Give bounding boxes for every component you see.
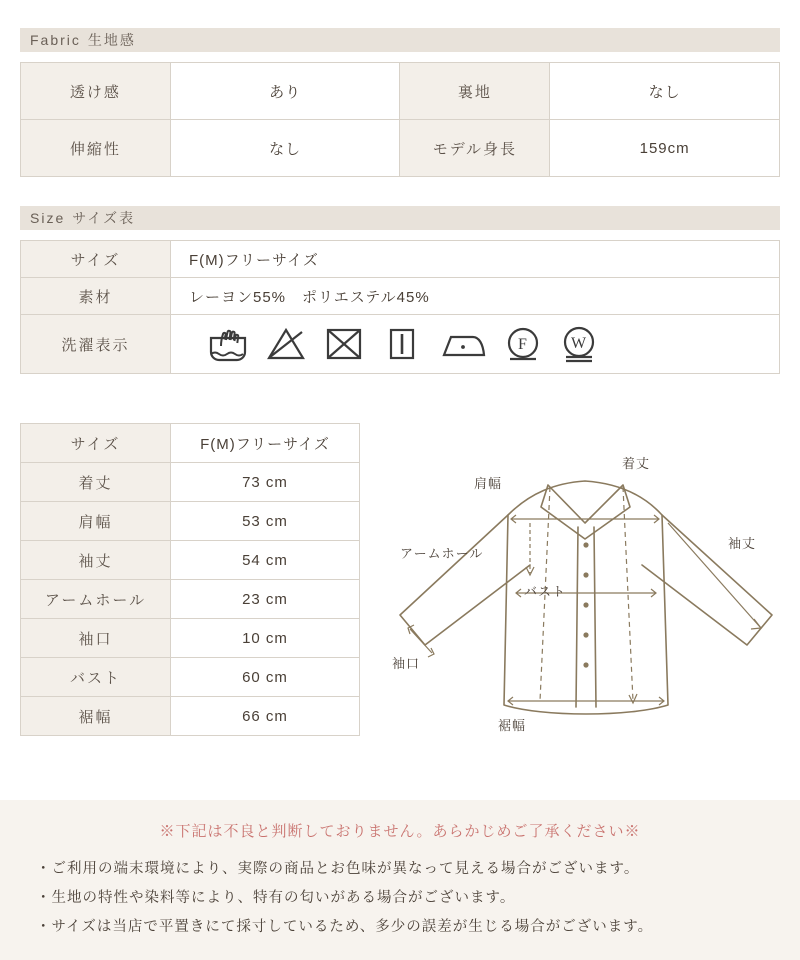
size-label-wash: 洗濯表示 <box>21 315 171 374</box>
wet-clean-w-icon <box>559 324 599 364</box>
diagram-label-bust: バスト <box>524 584 567 599</box>
fabric-header-jp: 生地感 <box>87 32 136 48</box>
diagram-label-armhole: アームホール <box>400 546 484 561</box>
table-row <box>21 63 780 120</box>
measure-label-length: 着丈 <box>21 463 171 502</box>
measurement-table <box>20 423 360 736</box>
measure-label-bust: バスト <box>21 658 171 697</box>
measure-value-sleeve: 54 cm <box>171 541 360 580</box>
table-row <box>21 580 360 619</box>
notice-line-2: ・生地の特性や染料等により、特有の匂いがある場合がございます。 <box>36 890 516 906</box>
measure-label-hem: 裾幅 <box>21 697 171 736</box>
notice-title: ※下記は不良と判断しておりません。あらかじめご了承ください※ <box>159 823 641 840</box>
wash-care-icon-row <box>189 316 778 372</box>
fabric-header-en: Fabric <box>30 32 81 48</box>
notice-line-3: ・サイズは当店で平置きにて採寸しているため、多少の誤差が生じる場合がございます。 <box>36 919 654 935</box>
measure-value-length: 73 cm <box>171 463 360 502</box>
diagram-label-cuff: 袖口 <box>392 656 421 671</box>
svg-text:W: W <box>570 335 588 352</box>
fabric-value-lining: なし <box>550 63 780 120</box>
table-row <box>21 541 360 580</box>
svg-text:F: F <box>518 336 528 353</box>
table-row <box>21 120 780 177</box>
size-header-en: Size <box>30 210 66 226</box>
fabric-section-header <box>20 28 780 52</box>
fabric-label-stretch: 伸縮性 <box>21 120 171 177</box>
size-label-size: サイズ <box>21 241 171 278</box>
fabric-value-model-height: 159cm <box>550 120 780 177</box>
measure-header-label: サイズ <box>21 424 171 463</box>
measure-label-sleeve: 袖丈 <box>21 541 171 580</box>
no-tumble-dry-icon <box>323 324 365 364</box>
fabric-label-lining: 裏地 <box>400 63 550 120</box>
size-label-material: 素材 <box>21 278 171 315</box>
table-row <box>21 424 360 463</box>
measure-label-shoulder: 肩幅 <box>21 502 171 541</box>
shirt-measurement-diagram <box>380 415 790 755</box>
measure-value-hem: 66 cm <box>171 697 360 736</box>
drip-dry-hang-icon <box>381 324 423 364</box>
size-header-jp: サイズ表 <box>72 210 136 226</box>
size-value-material: レーヨン55% ポリエステル45% <box>171 278 780 315</box>
table-row <box>21 241 780 278</box>
no-bleach-icon <box>265 324 307 364</box>
table-row <box>21 315 780 374</box>
fabric-label-model-height: モデル身長 <box>400 120 550 177</box>
diagram-label-sleeve: 袖丈 <box>728 536 757 551</box>
notice-block <box>0 800 800 960</box>
dry-clean-f-icon <box>503 324 543 364</box>
size-info-table <box>20 240 780 374</box>
measure-value-armhole: 23 cm <box>171 580 360 619</box>
fabric-value-stretch: なし <box>170 120 400 177</box>
table-row <box>21 658 360 697</box>
table-row <box>21 278 780 315</box>
table-row <box>21 463 360 502</box>
measure-value-shoulder: 53 cm <box>171 502 360 541</box>
size-section-header <box>20 206 780 230</box>
size-value-wash <box>171 315 780 374</box>
table-row <box>21 619 360 658</box>
diagram-label-shoulder: 肩幅 <box>474 476 503 491</box>
measure-label-armhole: アームホール <box>21 580 171 619</box>
notice-line-1: ・ご利用の端末環境により、実際の商品とお色味が異なって見える場合がございます。 <box>36 861 640 877</box>
hand-wash-icon <box>207 324 249 364</box>
measure-value-cuff: 10 cm <box>171 619 360 658</box>
fabric-value-sheerness: あり <box>170 63 400 120</box>
measure-label-cuff: 袖口 <box>21 619 171 658</box>
table-row <box>21 697 360 736</box>
fabric-table <box>20 62 780 177</box>
fabric-label-sheerness: 透け感 <box>21 63 171 120</box>
table-row <box>21 502 360 541</box>
diagram-label-hem: 裾幅 <box>498 718 527 733</box>
measure-value-bust: 60 cm <box>171 658 360 697</box>
iron-low-icon <box>439 324 487 364</box>
diagram-label-length: 着丈 <box>622 456 651 471</box>
measure-header-value: F(M)フリーサイズ <box>171 424 360 463</box>
size-value-size: F(M)フリーサイズ <box>171 241 780 278</box>
